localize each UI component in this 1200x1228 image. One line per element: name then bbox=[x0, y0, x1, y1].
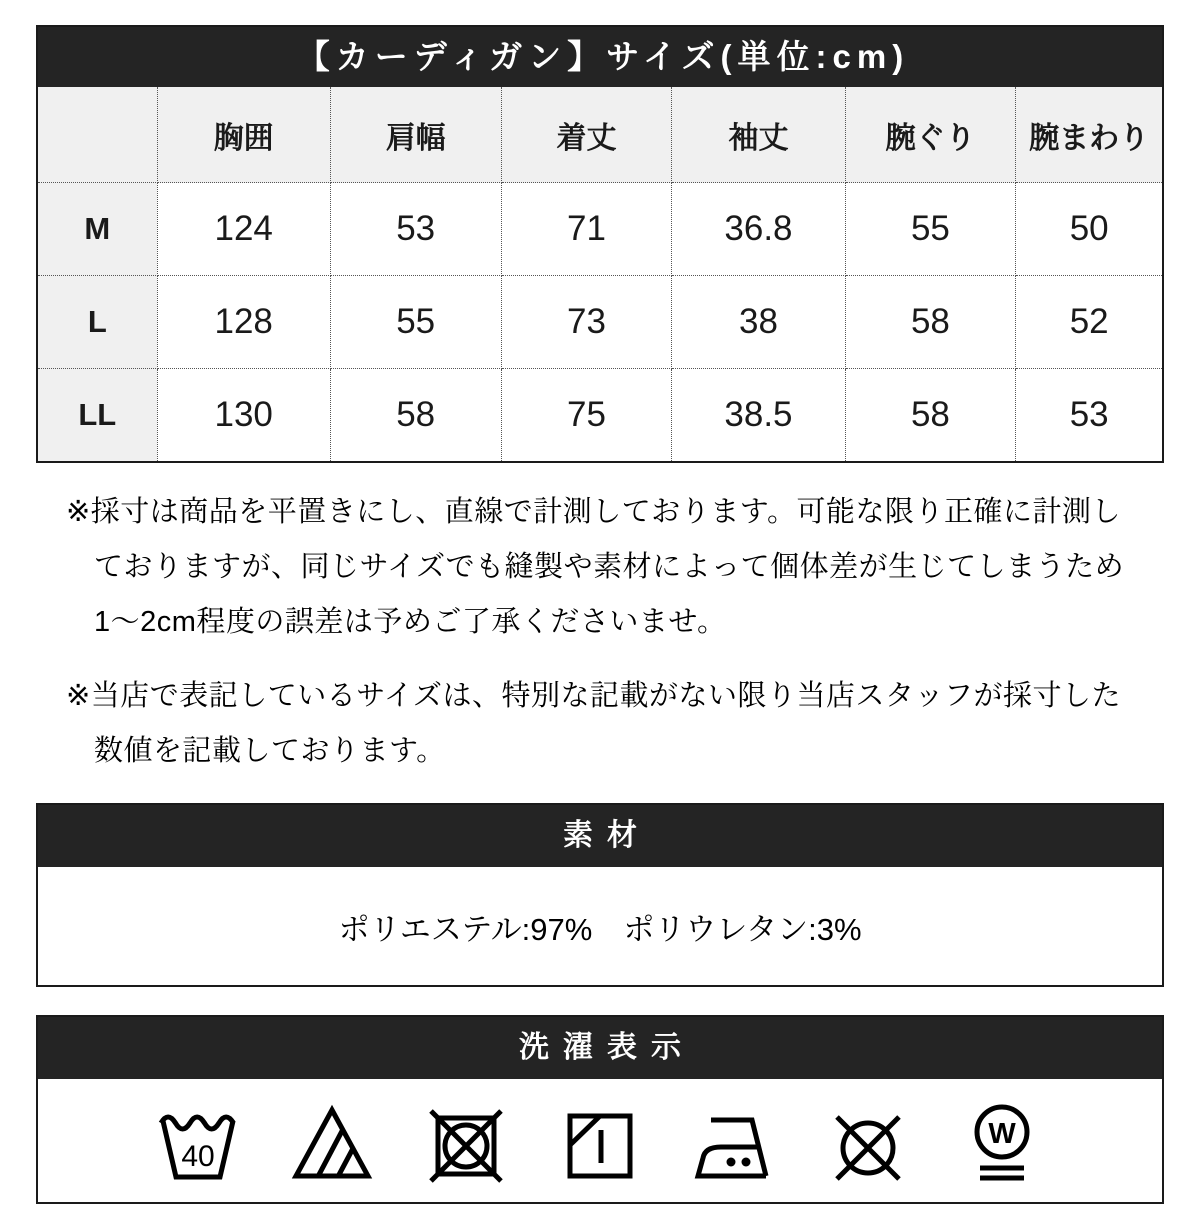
svg-text:40: 40 bbox=[181, 1139, 215, 1173]
laundry-panel bbox=[36, 1015, 1164, 1204]
size-value: 53 bbox=[330, 183, 501, 276]
iron-medium-heat-icon bbox=[689, 1096, 779, 1186]
note bbox=[66, 485, 1164, 650]
svg-text:W: W bbox=[988, 1117, 1016, 1150]
size-value: 55 bbox=[845, 183, 1016, 276]
size-value: 58 bbox=[330, 369, 501, 462]
column-header-2: 着丈 bbox=[501, 87, 672, 183]
size-table-body bbox=[38, 183, 1162, 462]
size-table-corner-cell bbox=[38, 87, 157, 183]
size-value: 71 bbox=[501, 183, 672, 276]
measurement-notes bbox=[66, 485, 1164, 779]
material-composition: ポリエステル:97% ポリウレタン:3% bbox=[338, 911, 862, 947]
material-body bbox=[38, 867, 1162, 985]
note-line: 数値を記載しております。 bbox=[94, 735, 446, 767]
size-label: M bbox=[38, 183, 157, 276]
size-value: 38.5 bbox=[672, 369, 845, 462]
size-value: 53 bbox=[1016, 369, 1162, 462]
bleach-oxygen-only-icon bbox=[287, 1096, 377, 1186]
size-value: 58 bbox=[845, 276, 1016, 369]
laundry-icons-row bbox=[38, 1079, 1162, 1202]
note-line: ※採寸は商品を平置きにし、直線で計測しております。可能な限り正確に計測し bbox=[66, 496, 1121, 528]
column-header-3: 袖丈 bbox=[672, 87, 845, 183]
note bbox=[66, 669, 1164, 779]
do-not-dry-clean-icon bbox=[823, 1096, 913, 1186]
wet-clean-very-gentle-icon bbox=[957, 1096, 1047, 1186]
size-value: 38 bbox=[672, 276, 845, 369]
column-header-1: 肩幅 bbox=[330, 87, 501, 183]
size-value: 55 bbox=[330, 276, 501, 369]
table-row bbox=[38, 183, 1162, 276]
material-panel bbox=[36, 803, 1164, 987]
wash-40-icon bbox=[153, 1096, 243, 1186]
note-line: 1〜2cm程度の誤差は予めご了承くださいませ。 bbox=[94, 606, 727, 638]
size-label: L bbox=[38, 276, 157, 369]
size-value: 36.8 bbox=[672, 183, 845, 276]
note-line: ※当店で表記しているサイズは、特別な記載がない限り当店スタッフが採寸した bbox=[66, 680, 1121, 712]
size-value: 58 bbox=[845, 369, 1016, 462]
material-title: 素材 bbox=[38, 805, 1162, 867]
size-value: 50 bbox=[1016, 183, 1162, 276]
size-value: 128 bbox=[157, 276, 330, 369]
line-dry-in-shade-icon bbox=[555, 1096, 645, 1186]
size-value: 75 bbox=[501, 369, 672, 462]
column-header-4: 腕ぐり bbox=[845, 87, 1016, 183]
column-header-5: 腕まわり bbox=[1016, 87, 1162, 183]
size-value: 73 bbox=[501, 276, 672, 369]
size-value: 52 bbox=[1016, 276, 1162, 369]
laundry-title: 洗濯表示 bbox=[38, 1017, 1162, 1079]
size-value: 124 bbox=[157, 183, 330, 276]
note-line: ておりますが、同じサイズでも縫製や素材によって個体差が生じてしまうため bbox=[94, 551, 1125, 583]
column-header-0: 胸囲 bbox=[157, 87, 330, 183]
table-row bbox=[38, 276, 1162, 369]
size-table-title: 【カーディガン】サイズ(単位:cm) bbox=[38, 27, 1162, 87]
size-label: LL bbox=[38, 369, 157, 462]
do-not-tumble-dry-icon bbox=[421, 1096, 511, 1186]
size-table-panel bbox=[36, 25, 1164, 463]
size-table-head-row bbox=[38, 87, 1162, 183]
size-value: 130 bbox=[157, 369, 330, 462]
size-table bbox=[38, 87, 1162, 461]
table-row bbox=[38, 369, 1162, 462]
